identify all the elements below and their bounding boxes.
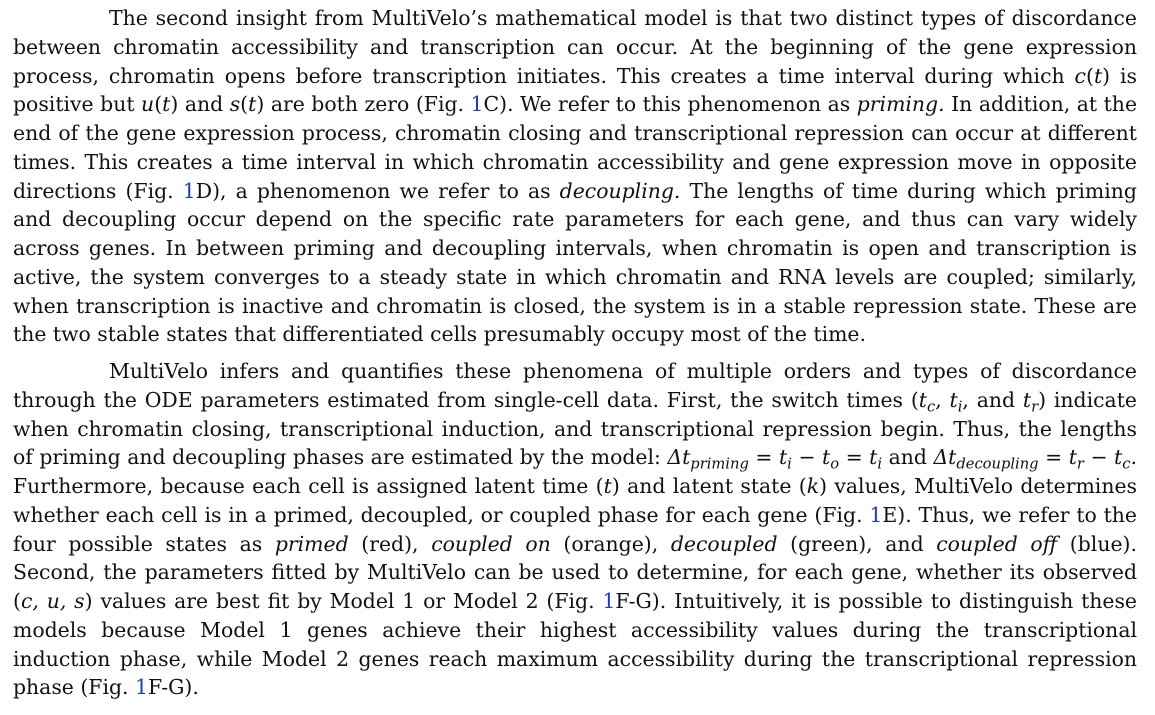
math-symbol: u — [141, 92, 155, 117]
text-run: = — [748, 445, 779, 470]
paragraph-multivelo-inference — [13, 357, 1137, 702]
math-symbol: k — [806, 474, 820, 498]
math-symbol: t — [248, 92, 257, 117]
document-page — [13, 4, 1137, 702]
text-run: (red), — [348, 531, 432, 556]
figure-reference-link[interactable]: 1 — [869, 502, 883, 527]
text-run: D), a phenomenon we refer to as — [195, 178, 560, 203]
emphasized-term: decoupling. — [559, 178, 681, 203]
emphasized-term: coupled off — [936, 531, 1058, 556]
text-run: ) are both zero (Fig. — [256, 92, 471, 117]
text-run: ) values are best fit by Model 1 or Model 2 (Fig. — [84, 589, 603, 613]
text-run: ( — [154, 92, 163, 117]
math-symbol: Δt — [667, 445, 691, 470]
text-run: In addition, at the end of the gene expression process, chromatin closing and transcriptional repression can occur at different times. This creates a time interval in which chromatin accessibility and gene expression move in opposite directions (Fig. — [13, 92, 1138, 203]
text-run: F-G). — [147, 675, 199, 700]
figure-reference-link[interactable]: 1 — [602, 589, 616, 613]
text-run: The lengths of time during which priming and decoupling occur depend on the specific rate parameters for each gene, and thus can vary widely across genes. In between priming and decoupling intervals, when chromatin is open and transcription is active, the system converges to a steady state in which chromatin and RNA levels are coupled; similarly, when transcription is inactive and chromatin is closed, the system is in a stable repression state. These are the two stable states that differentiated cells presumably occupy most of the time. — [13, 178, 1137, 347]
math-subscript: r — [1076, 455, 1084, 473]
emphasized-term: primed — [274, 531, 349, 556]
text-run: MultiVelo infers and quantifies these phenomena of multiple orders and types of discordance through the ODE parameters estimated from single-cell data. First, the switch times ( — [13, 359, 1137, 412]
emphasized-term: coupled on — [431, 531, 551, 556]
math-symbol: t — [918, 387, 927, 412]
text-run: , and — [962, 387, 1023, 412]
paragraph-discordance — [13, 4, 1137, 349]
math-symbol: s — [229, 92, 241, 117]
math-symbol: t — [603, 474, 612, 498]
math-symbol: t — [162, 92, 171, 117]
math-symbol: t — [822, 445, 831, 470]
math-symbol: t — [1114, 445, 1123, 470]
math-symbol: c, u, s — [20, 589, 85, 613]
math-symbol: t — [1022, 387, 1032, 412]
figure-reference-link[interactable]: 1 — [182, 178, 196, 203]
math-symbol: Δt — [933, 445, 957, 470]
text-run: − — [1083, 445, 1115, 470]
text-run: ( — [240, 92, 249, 117]
math-subscript: r — [1031, 398, 1039, 416]
text-run: (green), and — [777, 531, 937, 556]
math-subscript: i — [787, 455, 792, 473]
text-run: (orange), — [550, 531, 671, 556]
text-run: E). Thus, we refer to the four possible states as — [13, 502, 1137, 556]
emphasized-term: priming. — [856, 92, 945, 117]
text-run: − — [791, 445, 822, 470]
text-run: The second insight from MultiVelo’s mathematical model is that two distinct types of discordance between chromatin accessibility and transcription can occur. At the beginning of the gene expression process, chromatin opens before transcription initiates. This creates a time interval during which — [13, 6, 1137, 88]
text-run: and — [882, 445, 934, 470]
text-run: F-G). Intuitively, it is possible to distinguish these models because Model 1 genes achieve their highest accessibility values during the transcriptional induction phase, while Model 2 genes reach maximum accessibility during the transcriptional repression phase (Fig. — [13, 589, 1137, 700]
text-run: ) indicate when chromatin closing, transcriptional induction, and transcriptional repression begin. Thus, the lengths of priming and decoupling phases are estimated by the model: — [13, 387, 1137, 470]
text-run: ) is positive but — [13, 63, 1137, 117]
text-run: = — [1038, 445, 1069, 470]
text-run: (blue). Second, the parameters fitted by MultiVelo can be used to determine, for each gene, whether its observed ( — [13, 531, 1137, 613]
text-run: ) and — [170, 92, 230, 117]
math-symbol: t — [1068, 445, 1077, 470]
math-symbol: t — [949, 387, 958, 412]
text-run: ( — [1085, 63, 1094, 88]
math-symbol: c — [1074, 63, 1086, 88]
text-run: ) and latent state ( — [611, 474, 807, 498]
math-subscript: i — [957, 398, 963, 416]
math-subscript: c — [926, 398, 936, 416]
math-subscript: i — [877, 455, 883, 473]
emphasized-term: decoupled — [670, 531, 778, 556]
math-subscript: decoupling — [956, 455, 1039, 473]
figure-reference-link[interactable]: 1 — [470, 92, 484, 117]
text-run: = — [839, 445, 870, 470]
math-subscript: o — [830, 455, 840, 473]
text-run: C). We refer to this phenomenon as — [483, 92, 857, 117]
math-symbol: t — [869, 445, 878, 470]
text-run: ) values, MultiVelo determines whether each cell is in a primed, decoupled, or coupled phase for each gene (Fig. — [13, 474, 1137, 527]
math-subscript: priming — [690, 455, 749, 473]
text-run: , — [935, 387, 950, 412]
math-subscript: c — [1122, 455, 1131, 473]
math-symbol: t — [1093, 63, 1103, 88]
text-run: . Furthermore, because each cell is assigned latent time ( — [13, 445, 1137, 498]
figure-reference-link[interactable]: 1 — [135, 675, 148, 700]
math-symbol: t — [778, 445, 788, 470]
